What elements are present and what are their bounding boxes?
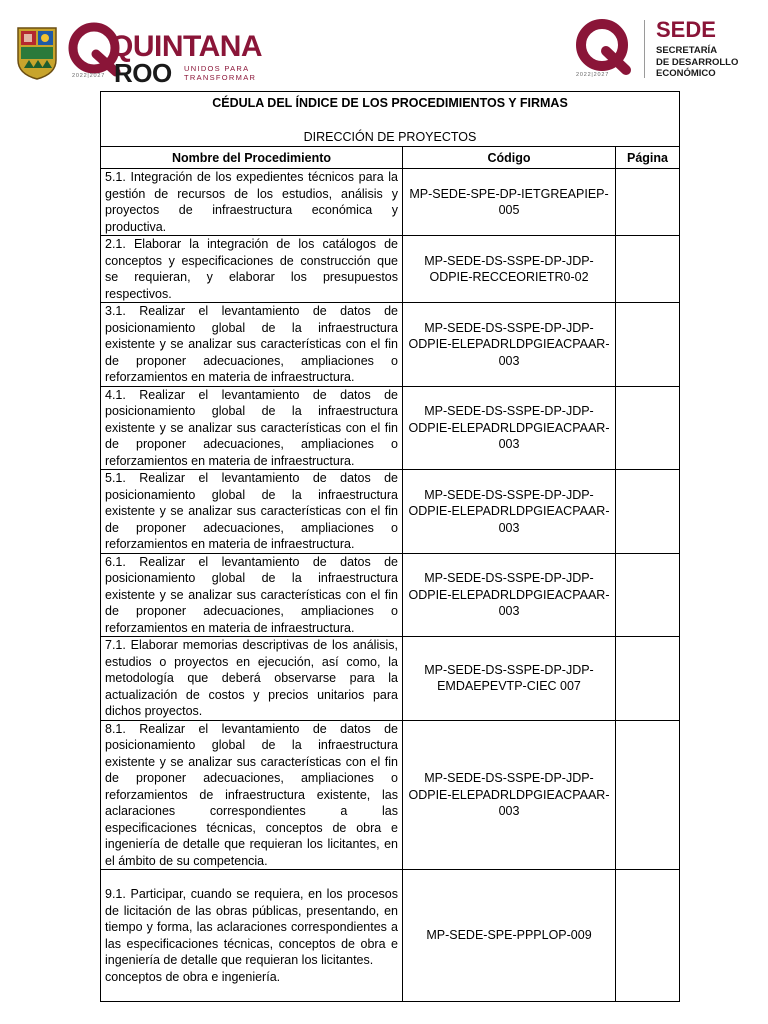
column-header-page: Página bbox=[616, 147, 680, 169]
procedure-name: 2.1. Elaborar la integración de los catálogos de conceptos y especificaciones de construcción que se requieran, y elaborar los presupuestos respectivos. bbox=[101, 236, 403, 303]
table-row bbox=[101, 637, 680, 721]
table-row bbox=[101, 553, 680, 637]
sede-subtitle bbox=[656, 45, 766, 80]
procedure-name: 5.1. Realizar el levantamiento de datos de posicionamiento global de la infraestructura existente y se analizar sus características con el fin de proponer adecuaciones, ampliaciones o reforzamientos en materia de infraestructura. bbox=[101, 470, 403, 554]
quintana-roo-logo bbox=[66, 20, 263, 88]
sede-subtitle-line: DE DESARROLLO bbox=[656, 56, 739, 68]
procedure-code: MP-SEDE-DS-SSPE-DP-JDP-ODPIE-ELEPADRLDPGIEACPAAR-003 bbox=[403, 553, 616, 637]
procedure-page bbox=[616, 169, 680, 236]
procedure-name: 8.1. Realizar el levantamiento de datos de posicionamiento global de la infraestructura existente y se analizar sus características con el fin de proponer adecuaciones, ampliaciones o reforzamientos de infraestructura existente, las aclaraciones correspondientes a las especificaciones técnicas, conceptos de obra e ingeniería de detalle que requieran los licitantes, en el ámbito de su competencia. bbox=[101, 720, 403, 870]
document-subtitle: DIRECCIÓN DE PROYECTOS bbox=[303, 130, 477, 144]
header-row bbox=[101, 147, 680, 169]
sede-title: SEDE bbox=[656, 17, 716, 42]
procedure-name: 3.1. Realizar el levantamiento de datos de posicionamiento global de la infraestructura existente y se analizar sus características con el fin de proponer adecuaciones, ampliaciones o reforzamientos en materia de infraestructura. bbox=[101, 303, 403, 387]
table-row bbox=[101, 169, 680, 236]
table-row bbox=[101, 236, 680, 303]
sede-subtitle-line: ECONÓMICO bbox=[656, 68, 716, 79]
logo-tagline: UNIDOS PARA TRANSFORMAR bbox=[184, 64, 257, 82]
procedure-name: 5.1. Integración de los expedientes técnicos para la gestión de recursos de los estudios, análisis y proyectos de infraestructura económica y productiva. bbox=[101, 169, 403, 236]
procedure-code: MP-SEDE-SPE-DP-IETGREAPIEP-005 bbox=[403, 169, 616, 236]
procedure-page bbox=[616, 236, 680, 303]
procedure-name: 6.1. Realizar el levantamiento de datos de posicionamiento global de la infraestructura existente y se analizar sus características con el fin de proponer adecuaciones, ampliaciones o reforzamientos en materia de infraestructura. bbox=[101, 553, 403, 637]
state-seal-icon bbox=[16, 24, 58, 80]
procedure-code: MP-SEDE-DS-SSPE-DP-JDP-ODPIE-ELEPADRLDPGIEACPAAR-003 bbox=[403, 720, 616, 870]
column-header-code: Código bbox=[403, 147, 616, 169]
document-title: CÉDULA DEL ÍNDICE DE LOS PROCEDIMIENTOS Y FIRMAS bbox=[212, 96, 568, 110]
title-cell bbox=[101, 92, 680, 147]
title-row bbox=[101, 92, 680, 147]
procedure-code: MP-SEDE-DS-SSPE-DP-JDP-ODPIE-ELEPADRLDPGIEACPAAR-003 bbox=[403, 303, 616, 387]
logo-word-roo: ROO bbox=[114, 58, 172, 88]
column-header-name: Nombre del Procedimiento bbox=[101, 147, 403, 169]
procedure-code: MP-SEDE-DS-SSPE-DP-JDP-EMDAEPEVTP-CIEC 007 bbox=[403, 637, 616, 721]
sede-logo bbox=[570, 16, 760, 86]
procedure-page bbox=[616, 870, 680, 1002]
procedure-page bbox=[616, 386, 680, 470]
procedure-name: 7.1. Elaborar memorias descriptivas de los análisis, estudios o proyectos en ejecución, así como, la metodología que deberá observarse para la actualización de costos y precios unitarios para dichos proyectos. bbox=[101, 637, 403, 721]
sede-years: 2022|2027 bbox=[576, 72, 610, 78]
procedure-page bbox=[616, 553, 680, 637]
procedure-page bbox=[616, 720, 680, 870]
table-row bbox=[101, 720, 680, 870]
table-row bbox=[101, 470, 680, 554]
sede-q-icon bbox=[570, 18, 636, 78]
procedure-name-extra: conceptos de obra e ingeniería. bbox=[105, 969, 281, 984]
procedure-code: MP-SEDE-SPE-PPPLOP-009 bbox=[403, 870, 616, 1002]
procedure-code: MP-SEDE-DS-SSPE-DP-JDP-ODPIE-ELEPADRLDPGIEACPAAR-003 bbox=[403, 470, 616, 554]
procedure-page bbox=[616, 470, 680, 554]
procedure-name: 4.1. Realizar el levantamiento de datos de posicionamiento global de la infraestructura existente y se analizar sus características con el fin de proponer adecuaciones, ampliaciones o reforzamientos en materia de infraestructura. bbox=[101, 386, 403, 470]
sede-subtitle-line: SECRETARÍA bbox=[656, 45, 718, 56]
logo-divider bbox=[644, 20, 645, 78]
procedure-name: 9.1. Participar, cuando se requiera, en los procesos de licitación de las obras públicas, presentando, en tiempo y forma, las aclaraciones correspondientes a las especificaciones técnicas, conceptos de obra e ingeniería de detalle que requieran los licitantes. bbox=[105, 887, 398, 967]
table-row bbox=[101, 303, 680, 387]
procedure-page bbox=[616, 303, 680, 387]
procedure-code: MP-SEDE-DS-SSPE-DP-JDP-ODPIE-RECCEORIETR0-02 bbox=[403, 236, 616, 303]
procedure-code: MP-SEDE-DS-SSPE-DP-JDP-ODPIE-ELEPADRLDPGIEACPAAR-003 bbox=[403, 386, 616, 470]
table-row bbox=[101, 870, 680, 1002]
logo-years: 2022|2027 bbox=[72, 73, 106, 79]
table-row bbox=[101, 386, 680, 470]
procedures-index-table bbox=[100, 91, 680, 1002]
logo-word-quintana: QUINTANA bbox=[110, 30, 263, 63]
procedure-name-cell bbox=[101, 870, 403, 1002]
page-header bbox=[0, 0, 768, 90]
procedure-page bbox=[616, 637, 680, 721]
